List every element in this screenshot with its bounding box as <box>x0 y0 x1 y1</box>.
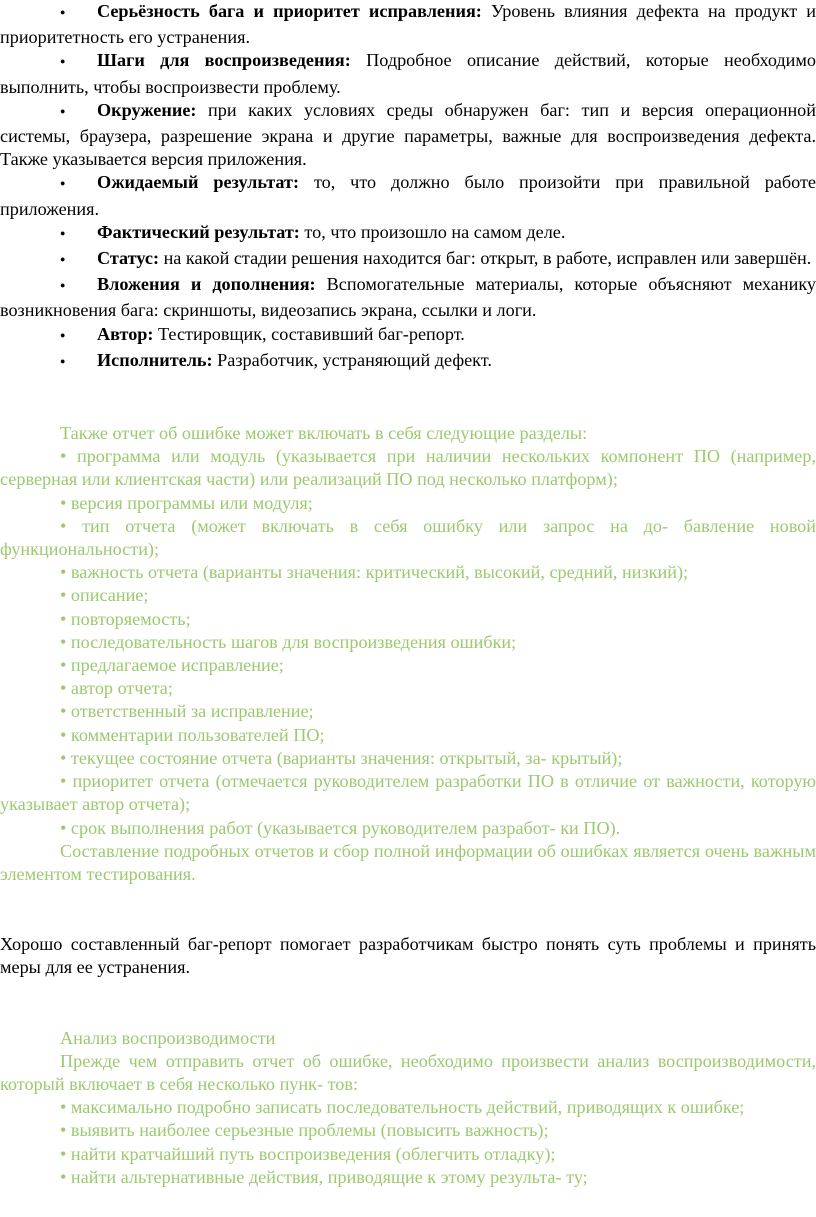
bullet-icon <box>60 323 97 349</box>
section-item: • текущее состояние отчета (варианты значения: открытый, за- крытый); <box>60 747 623 768</box>
field-term: Шаги для воспроизведения: <box>97 50 351 71</box>
analysis-intro: Прежде чем отправить отчет об ошибке, необходимо произвести анализ воспроизводимости, который включает в себя несколько пунк- тов: <box>0 1050 816 1094</box>
analysis-item: • найти кратчайший путь воспроизведения (облегчить отладку); <box>60 1143 556 1164</box>
field-author <box>0 323 816 349</box>
bullet-icon <box>60 99 97 125</box>
section-item: • срок выполнения работ (указывается руководителем разработ- ки ПО). <box>60 817 621 838</box>
field-status <box>0 247 816 273</box>
field-attachments <box>0 273 816 322</box>
field-term: Фактический результат: <box>97 221 300 242</box>
field-expected <box>0 171 816 220</box>
analysis-item: • найти альтернативные действия, приводящие к этому результа- ту; <box>60 1166 588 1187</box>
field-text: Разработчик, устраняющий дефект. <box>217 349 492 370</box>
section-item: • автор отчета; <box>60 678 173 699</box>
analysis-title: Анализ воспроизводимости <box>60 1027 276 1048</box>
section-item: • приоритет отчета (отмечается руководителем разработки ПО в отличие от важности, которую указывает автор отчета); <box>0 771 816 815</box>
field-term: Серьёзность бага и приоритет исправления: <box>97 1 482 21</box>
field-text: то, что должно было произойти при правильной работе приложения. <box>0 172 816 219</box>
field-steps <box>0 49 816 98</box>
sections-intro: Также отчет об ошибке может включать в себя следующие разделы: <box>60 423 588 444</box>
analysis-item: • максимально подробно записать последовательность действий, приводящих к ошибке; <box>60 1097 745 1118</box>
sections-conclusion: Составление подробных отчетов и сбор полной информации об ошибках является очень важным элементом тестирования. <box>0 840 816 884</box>
bullet-icon <box>60 0 97 26</box>
field-text: на какой стадии решения находится баг: открыт, в работе, исправлен или завершён. <box>163 248 812 269</box>
summary-paragraph: Хорошо составленный баг-репорт помогает разработчикам быстро понять суть проблемы и принять меры для ее устранения. <box>0 934 816 978</box>
field-term: Ожидаемый результат: <box>97 172 300 193</box>
field-term: Статус: <box>97 248 160 269</box>
bullet-icon <box>60 273 97 299</box>
section-item: • ответственный за исправление; <box>60 701 314 722</box>
field-text: Уровень влияния дефекта на продукт и приоритетность его устранения. <box>0 1 816 48</box>
section-item: • последовательность шагов для воспроизведения ошибки; <box>60 631 517 652</box>
field-term: Вложения и дополнения: <box>97 274 316 295</box>
section-item: • повторяемость; <box>60 608 191 629</box>
section-item: • важность отчета (варианты значения: критический, высокий, средний, низкий); <box>60 562 689 583</box>
report-sections-block <box>0 422 816 886</box>
field-term: Автор: <box>97 323 154 344</box>
section-item: • предлагаемое исправление; <box>60 655 284 676</box>
section-item: • тип отчета (может включать в себя ошибку или запрос на до- бавление новой функциональности); <box>0 515 816 560</box>
field-text: при каких условиях среды обнаружен баг: тип и версия операционной системы, браузера, разрешение экрана и другие параметры, важные для воспроизведения дефекта. Также указывается версия приложения. <box>0 99 816 170</box>
section-item: • комментарии пользователей ПО; <box>60 724 325 745</box>
field-text: Вспомогательные материалы, которые объясняют механику возникновения бага: скриншоты, видеозапись экрана, ссылки и логи. <box>0 274 816 321</box>
field-text: Тестировщик, составивший баг-репорт. <box>158 323 465 344</box>
field-environment <box>0 99 816 172</box>
reproducibility-analysis-block <box>0 1027 816 1189</box>
field-text: Подробное описание действий, которые необходимо выполнить, чтобы воспроизвести проблему. <box>0 50 816 97</box>
field-severity <box>0 0 816 49</box>
bullet-icon <box>60 171 97 197</box>
field-text: то, что произошло на самом деле. <box>304 221 566 242</box>
bullet-icon <box>60 221 97 247</box>
section-item: • версия программы или модуля; <box>60 492 313 513</box>
section-item: • программа или модуль (указывается при наличии нескольких компонент ПО (например, серверная или клиентская части) или реализаций ПО под несколько платформ); <box>0 446 816 490</box>
bullet-icon <box>60 247 97 273</box>
bug-report-fields <box>0 0 816 375</box>
field-actual <box>0 221 816 247</box>
bullet-icon <box>60 349 97 375</box>
field-term: Исполнитель: <box>97 349 213 370</box>
bullet-icon <box>60 49 97 75</box>
analysis-item: • выявить наиболее серьезные проблемы (повысить важность); <box>60 1120 549 1141</box>
field-assignee <box>0 349 816 375</box>
field-term: Окружение: <box>97 99 197 120</box>
section-item: • описание; <box>60 585 149 606</box>
